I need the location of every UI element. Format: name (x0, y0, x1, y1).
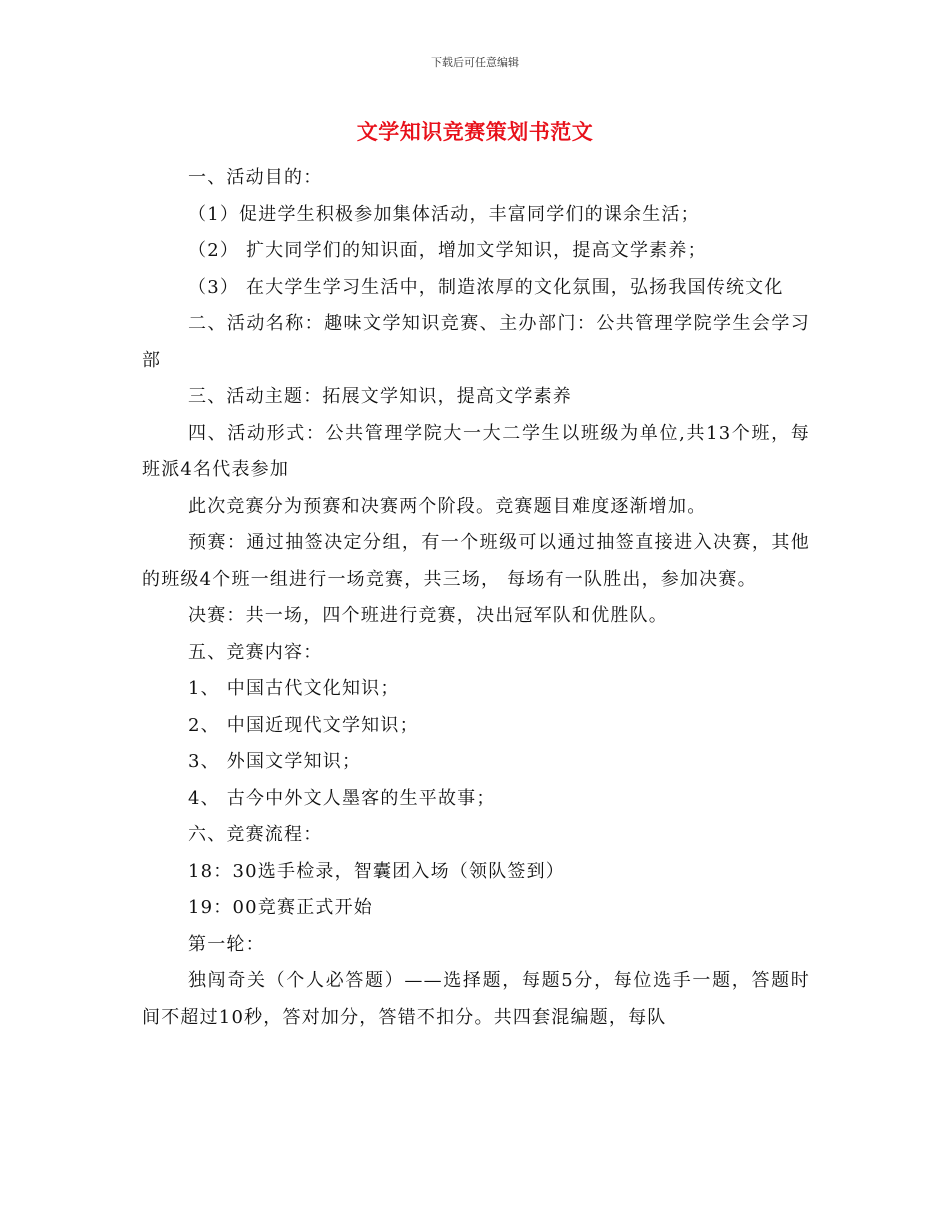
paragraph-final: 决赛：共一场，四个班进行竞赛，决出冠军队和优胜队。 (188, 605, 668, 626)
paragraph-round-1-heading: 第一轮： (188, 933, 265, 955)
paragraph-section-2: 二、活动名称：趣味文学知识竞赛、主办部门：公共管理学院学生会学习部 (142, 313, 810, 371)
paragraph-goal-2: （2） 扩大同学们的知识面，增加文学知识，提高文学素养； (188, 240, 707, 261)
paragraph-schedule-1: 18：30选手检录，智囊团入场（领队签到） (188, 860, 566, 882)
paragraph-section-4: 四、活动形式：公共管理学院大一大二学生以班级为单位,共13个班，每班派4名代表参加 (142, 422, 810, 480)
paragraph-goal-3: （3） 在大学生学习生活中，制造浓厚的文化氛围，弘扬我国传统文化 (188, 276, 784, 298)
paragraph-section-1-heading: 一、活动目的： (188, 167, 323, 188)
paragraph-section-3: 三、活动主题：拓展文学知识，提高文学素养 (188, 386, 572, 407)
list-item-content-2: 2、 中国近现代文学知识； (188, 714, 419, 736)
paragraph-round-1-rules: 独闯奇关（个人必答题）——选择题，每题5分，每位选手一题，答题时间不超过10秒，答对加分，答错不扣分。共四套混编题，每队 (142, 970, 810, 1028)
paragraph-section-6-heading: 六、竞赛流程： (188, 824, 323, 845)
paragraph-stages: 此次竞赛分为预赛和决赛两个阶段。竞赛题目难度逐渐增加。 (188, 495, 707, 517)
document-body (142, 160, 810, 1036)
list-item-content-3: 3、 外国文学知识； (188, 751, 362, 772)
paragraph-section-5-heading: 五、竞赛内容： (188, 641, 323, 663)
paragraph-schedule-2: 19：00竞赛正式开始 (188, 897, 374, 918)
paragraph-goal-1: （1）促进学生积极参加集体活动，丰富同学们的课余生活； (188, 203, 700, 225)
document-title: 文学知识竞赛策划书范文 (356, 119, 594, 144)
paragraph-preliminary: 预赛：通过抽签决定分组，有一个班级可以通过抽签直接进入决赛，其他的班级4个班一组进行一场竞赛，共三场， 每场有一队胜出，参加决赛。 (142, 532, 810, 590)
header-note: 下载后可任意编辑 (431, 56, 519, 69)
list-item-content-4: 4、 古今中外文人墨客的生平故事； (188, 787, 496, 809)
list-item-content-1: 1、 中国古代文化知识； (188, 678, 400, 699)
